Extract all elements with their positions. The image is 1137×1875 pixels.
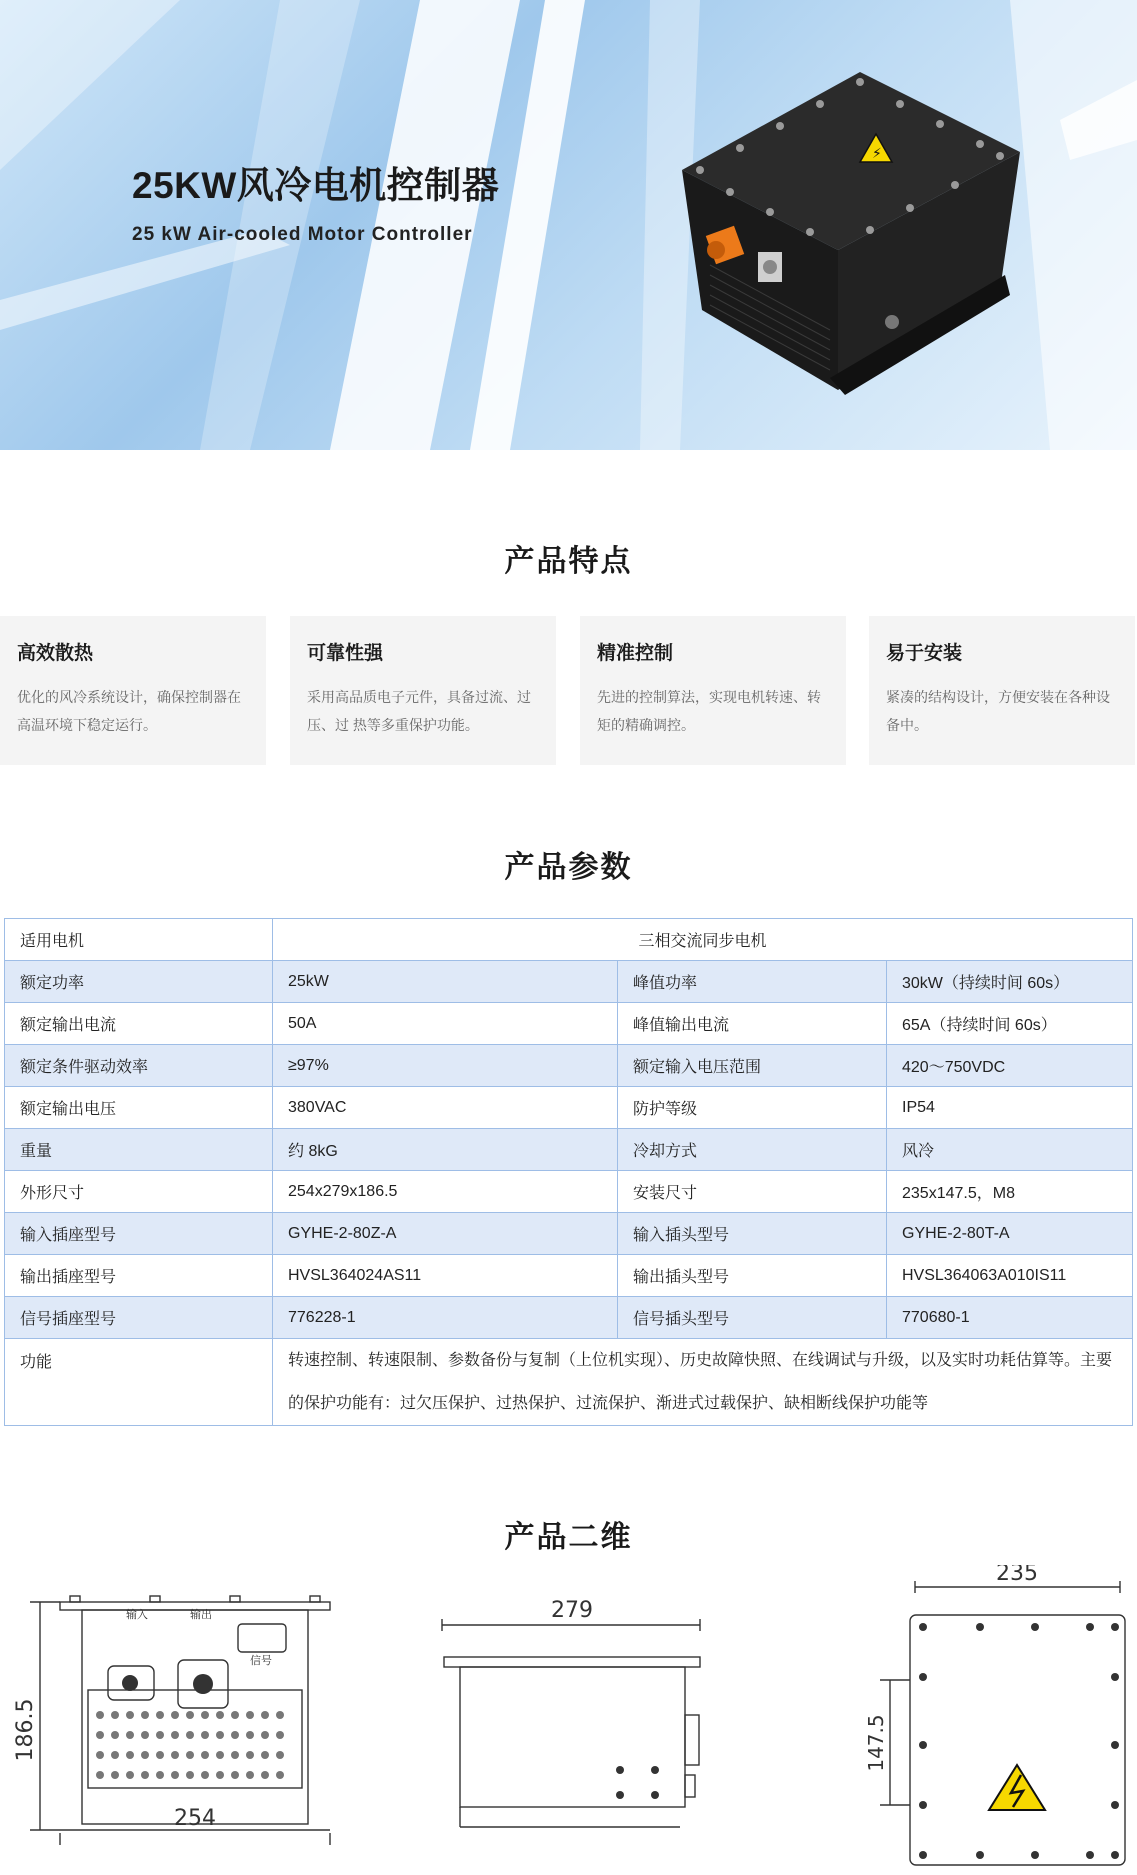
param-value: 25kW	[273, 961, 618, 1003]
front-width-dim: 254	[174, 1806, 216, 1831]
param-value: 约 8kG	[273, 1129, 618, 1171]
param-value: 235x147.5，M8	[887, 1171, 1133, 1213]
feature-card-desc: 紧凑的结构设计，方便安装在各种设备中。	[886, 689, 1110, 733]
label-output: 输出	[190, 1608, 212, 1621]
side-width-dim: 279	[551, 1598, 593, 1623]
side-view-drawing	[430, 1595, 720, 1840]
table-row	[5, 1003, 1133, 1045]
param-label: 峰值功率	[618, 961, 887, 1003]
table-row	[5, 1087, 1133, 1129]
feature-card-precision	[580, 616, 846, 765]
param-value: 50A	[273, 1003, 618, 1045]
param-label: 输出插头型号	[618, 1255, 887, 1297]
param-value: HVSL364024AS11	[273, 1255, 618, 1297]
hero-title: 25KW风冷电机控制器	[132, 165, 500, 206]
feature-card-title: 精准控制	[597, 643, 674, 664]
param-label: 额定输出电流	[5, 1003, 273, 1045]
table-row	[5, 1129, 1133, 1171]
table-row	[5, 1255, 1133, 1297]
param-value: 三相交流同步电机	[273, 919, 1133, 961]
table-row	[5, 1297, 1133, 1339]
feature-card-desc: 采用高品质电子元件，具备过流、过压、过 热等多重保护功能。	[307, 689, 531, 733]
drawings-section-title: 产品二维	[504, 1521, 633, 1554]
param-value: GYHE-2-80T-A	[887, 1213, 1133, 1255]
table-row	[5, 1339, 1133, 1426]
params-table	[4, 918, 1133, 1426]
param-label: 输入插座型号	[5, 1213, 273, 1255]
table-row	[5, 1171, 1133, 1213]
param-label: 额定输入电压范围	[618, 1045, 887, 1087]
param-label: 重量	[5, 1129, 273, 1171]
param-label: 峰值输出电流	[618, 1003, 887, 1045]
param-label: 额定条件驱动效率	[5, 1045, 273, 1087]
table-row	[5, 1213, 1133, 1255]
feature-card-desc: 先进的控制算法，实现电机转速、转矩的精确调控。	[597, 689, 821, 733]
param-value: 770680-1	[887, 1297, 1133, 1339]
params-section-title: 产品参数	[504, 851, 633, 884]
feature-card-title: 高效散热	[17, 643, 94, 664]
param-value: HVSL364063A010IS11	[887, 1255, 1133, 1297]
table-row	[5, 1045, 1133, 1087]
param-label: 输入插头型号	[618, 1213, 887, 1255]
feature-card-title: 可靠性强	[307, 643, 384, 664]
feature-card-installation	[869, 616, 1135, 765]
hero-banner	[0, 0, 1137, 450]
front-height-dim: 186.5	[13, 1698, 38, 1762]
param-value: 776228-1	[273, 1297, 618, 1339]
front-view-drawing	[0, 1580, 340, 1845]
label-signal: 信号	[250, 1654, 272, 1667]
param-label: 输出插座型号	[5, 1255, 273, 1297]
feature-card-reliability	[290, 616, 556, 765]
top-view-drawing	[845, 1565, 1135, 1875]
param-value: 65A（持续时间 60s）	[887, 1003, 1133, 1045]
feature-card-title: 易于安装	[886, 643, 963, 664]
param-label: 防护等级	[618, 1087, 887, 1129]
param-value: 风冷	[887, 1129, 1133, 1171]
param-label: 安装尺寸	[618, 1171, 887, 1213]
param-label: 适用电机	[5, 919, 273, 961]
param-label: 功能	[5, 1339, 273, 1426]
param-label: 外形尺寸	[5, 1171, 273, 1213]
param-value: 420～750VDC	[887, 1045, 1133, 1087]
hero-subtitle: 25 kW Air-cooled Motor Controller	[132, 224, 473, 245]
param-label: 冷却方式	[618, 1129, 887, 1171]
label-input: 输入	[126, 1608, 148, 1621]
param-value: 转速控制、转速限制、参数备份与复制（上位机实现）、历史故障快照、在线调试与升级，以及实时功耗估算等。主要的保护功能有：过欠压保护、过热保护、过流保护、渐进式过载保护、缺相断线保护功能等	[273, 1339, 1133, 1426]
feature-card-desc: 优化的风冷系统设计，确保控制器在高温环境下稳定运行。	[17, 689, 241, 733]
table-row	[5, 919, 1133, 961]
controller-product-image	[670, 60, 1030, 400]
svg-text:⚡: ⚡	[872, 146, 882, 162]
param-value: 254x279x186.5	[273, 1171, 618, 1213]
param-value: IP54	[887, 1087, 1133, 1129]
top-height-dim: 147.5	[864, 1714, 888, 1772]
param-value: ≥97%	[273, 1045, 618, 1087]
param-label: 信号插座型号	[5, 1297, 273, 1339]
param-label: 额定输出电压	[5, 1087, 273, 1129]
param-value: GYHE-2-80Z-A	[273, 1213, 618, 1255]
top-width-dim: 235	[996, 1565, 1038, 1586]
warning-triangle-icon	[989, 1765, 1045, 1810]
feature-cards	[0, 616, 1137, 765]
param-value: 380VAC	[273, 1087, 618, 1129]
param-label: 信号插头型号	[618, 1297, 887, 1339]
param-value: 30kW（持续时间 60s）	[887, 961, 1133, 1003]
features-section-title: 产品特点	[504, 545, 633, 578]
table-row	[5, 961, 1133, 1003]
param-label: 额定功率	[5, 961, 273, 1003]
feature-card-cooling	[0, 616, 266, 765]
